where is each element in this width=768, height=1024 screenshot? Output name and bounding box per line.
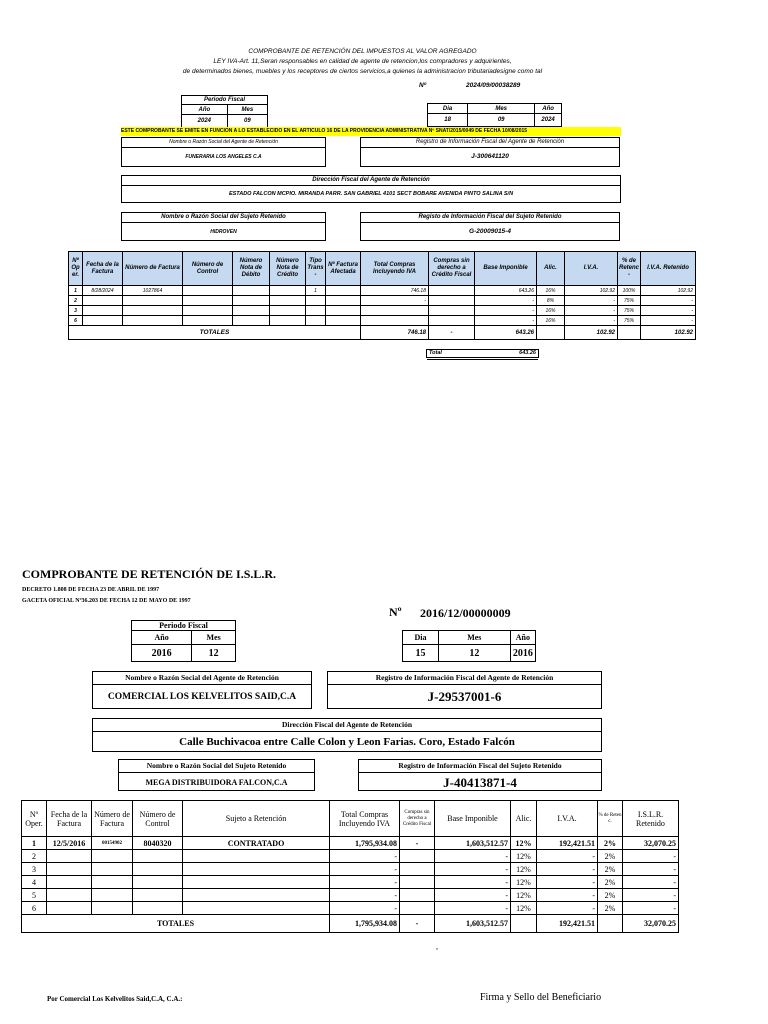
islr-table xyxy=(21,800,679,933)
table-cell: 2% xyxy=(598,902,623,915)
islr-rif-agente-label: Registro de Información Fiscal del Agente de Retención xyxy=(328,672,601,685)
islr-header-cell: Sujeto a Retención xyxy=(183,801,330,837)
table-cell xyxy=(133,902,183,915)
islr-mark: , xyxy=(436,942,438,951)
table-row xyxy=(22,902,679,915)
table-cell: - xyxy=(565,316,618,326)
iva-rif-agente-box xyxy=(360,137,620,167)
table-cell: - xyxy=(330,863,400,876)
islr-header-cell: Base Imponible xyxy=(435,801,511,837)
table-cell xyxy=(400,902,435,915)
iva-tot-retenido: 102.92 xyxy=(641,326,696,340)
table-cell: 12% xyxy=(511,889,537,902)
table-cell: 1,603,512.57 xyxy=(435,837,511,850)
table-cell: - xyxy=(565,296,618,306)
islr-header-cell: Nº Oper. xyxy=(22,801,47,837)
table-cell xyxy=(233,286,270,296)
table-cell xyxy=(306,316,326,326)
table-cell: 12/5/2016 xyxy=(47,837,92,850)
table-cell xyxy=(306,306,326,316)
islr-totales-label: TOTALES xyxy=(22,915,330,933)
table-row xyxy=(22,850,679,863)
iva-header-cell: Número Nota de Crédito xyxy=(270,252,306,286)
table-cell: 4 xyxy=(22,876,47,889)
islr-tot-retenido: 32,070.25 xyxy=(623,915,679,933)
table-cell: 2% xyxy=(598,876,623,889)
iva-header-cell: Base Imponible xyxy=(475,252,537,286)
table-cell: 102.92 xyxy=(641,286,696,296)
table-cell: 6 xyxy=(22,902,47,915)
table-cell: - xyxy=(330,876,400,889)
islr-agente-box xyxy=(92,671,312,709)
iva-direccion-box xyxy=(121,175,621,203)
table-cell: - xyxy=(641,296,696,306)
table-cell xyxy=(361,316,429,326)
table-row xyxy=(22,889,679,902)
table-cell: - xyxy=(623,876,679,889)
table-cell: 75% xyxy=(618,316,641,326)
iva-dia-label: Dia xyxy=(428,104,468,114)
table-cell: 2% xyxy=(598,850,623,863)
islr-sujeto-label: Nombre o Razón Social del Sujeto Retenido xyxy=(119,760,314,773)
iva-agente: FUNERARIA LOS ANGELES C.A xyxy=(185,154,262,160)
table-cell xyxy=(361,306,429,316)
islr-table-header xyxy=(22,801,679,837)
islr-header-cell: Total Compras Incluyendo IVA xyxy=(330,801,400,837)
table-cell: - xyxy=(565,306,618,316)
table-cell: 1027864 xyxy=(123,286,183,296)
table-cell xyxy=(183,876,330,889)
table-cell: 8/28/2024 xyxy=(83,286,123,296)
islr-direccion-box xyxy=(92,718,602,752)
iva-header-cell: Número de Control xyxy=(183,252,233,286)
table-cell: - xyxy=(435,902,511,915)
table-cell: - xyxy=(400,837,435,850)
table-cell xyxy=(183,850,330,863)
table-cell xyxy=(429,316,475,326)
iva-sujeto: HIDROVEN xyxy=(210,229,237,235)
table-cell xyxy=(133,876,183,889)
islr-dia: 15 xyxy=(403,645,439,662)
iva-fecha-table xyxy=(427,103,562,127)
table-cell: - xyxy=(537,902,598,915)
islr-header-cell: I.V.A. xyxy=(537,801,598,837)
table-cell: 3 xyxy=(22,863,47,876)
islr-tot-empty xyxy=(598,915,623,933)
table-row xyxy=(69,306,696,316)
table-cell: 75% xyxy=(618,306,641,316)
table-cell: 2 xyxy=(69,296,83,306)
table-cell: - xyxy=(435,889,511,902)
table-cell: - xyxy=(330,902,400,915)
table-cell: - xyxy=(475,316,537,326)
islr-rif-agente: J-29537001-6 xyxy=(427,689,502,704)
table-cell xyxy=(233,306,270,316)
iva-header-cell: Nº Op er. xyxy=(69,252,83,286)
islr-decreto: DECRETO 1.808 DE FECHA 23 DE ABRIL DE 1997 xyxy=(22,587,160,593)
table-cell: 12% xyxy=(511,863,537,876)
iva-number-label: Nº xyxy=(419,82,427,89)
table-cell xyxy=(83,316,123,326)
iva-rif-sujeto-label: Registo de Información Fiscal del Sujeto Retenido xyxy=(361,213,619,223)
table-cell: - xyxy=(435,850,511,863)
table-cell: 16% xyxy=(537,316,565,326)
islr-totales-row xyxy=(22,915,679,933)
iva-total-box xyxy=(426,349,539,358)
table-cell: - xyxy=(475,296,537,306)
iva-mes: 09 xyxy=(227,115,267,128)
islr-header-cell: Compras sin derecho a Crédito Fiscal xyxy=(400,801,435,837)
table-cell: - xyxy=(361,296,429,306)
table-cell xyxy=(92,876,133,889)
iva-header-cell: Nº Factura Afectada xyxy=(326,252,361,286)
table-cell: 2% xyxy=(598,837,623,850)
table-cell: 32,070.25 xyxy=(623,837,679,850)
iva-anio: 2024 xyxy=(182,115,228,128)
table-cell: 16% xyxy=(537,306,565,316)
islr-mes-label: Mes xyxy=(192,631,236,645)
table-cell: 12% xyxy=(511,850,537,863)
iva-tot-empty xyxy=(537,326,565,340)
islr-direccion-label: Dirección Fiscal del Agente de Retención xyxy=(93,719,601,732)
iva-title: COMPROBANTE DE RETENCIÓN DEL IMPUESTOS AL VALOR AGREGADO xyxy=(248,48,477,55)
table-cell xyxy=(133,863,183,876)
table-cell: 8% xyxy=(537,296,565,306)
islr-rif-sujeto: J-40413871-4 xyxy=(443,775,517,790)
table-cell: - xyxy=(623,889,679,902)
islr-tot-empty xyxy=(511,915,537,933)
table-cell: - xyxy=(537,863,598,876)
table-cell: 12% xyxy=(511,876,537,889)
table-row xyxy=(22,863,679,876)
table-cell: - xyxy=(537,876,598,889)
table-cell xyxy=(270,296,306,306)
table-cell xyxy=(326,296,361,306)
iva-header-cell: Alic. xyxy=(537,252,565,286)
table-cell: - xyxy=(623,850,679,863)
table-cell: - xyxy=(330,850,400,863)
iva-direccion: ESTADO FALCON MCPIO. MIRANDA PARR. SAN GABRIEL 4101 SECT BOBARE AVENIDA PINTO SALINA S/N xyxy=(228,191,514,197)
table-cell: CONTRATADO xyxy=(183,837,330,850)
iva-tot-base: 643.26 xyxy=(475,326,537,340)
table-cell: - xyxy=(641,306,696,316)
iva-rif-agente: J-300641120 xyxy=(471,153,509,160)
table-cell xyxy=(133,850,183,863)
islr-header-cell: Número de Factura xyxy=(92,801,133,837)
table-cell xyxy=(326,316,361,326)
table-cell: 8040320 xyxy=(133,837,183,850)
table-cell xyxy=(47,863,92,876)
table-cell: - xyxy=(435,876,511,889)
table-cell: 102.92 xyxy=(565,286,618,296)
table-cell xyxy=(47,876,92,889)
table-cell xyxy=(400,850,435,863)
iva-header-cell: I.V.A. xyxy=(565,252,618,286)
table-cell: 1 xyxy=(69,286,83,296)
table-cell xyxy=(92,902,133,915)
table-cell xyxy=(183,316,233,326)
islr-anio: 2016 xyxy=(132,645,192,662)
iva-periodo-label: Periodo Fiscal xyxy=(182,96,268,105)
islr-header-cell: I.S.L.R. Retenido xyxy=(623,801,679,837)
iva-fecha-anio: 2024 xyxy=(535,114,562,127)
iva-table xyxy=(68,251,696,340)
table-cell xyxy=(400,863,435,876)
table-cell xyxy=(123,296,183,306)
islr-anio-label: Año xyxy=(132,631,192,645)
iva-header-cell: Número Nota de Débito xyxy=(233,252,270,286)
table-cell xyxy=(326,286,361,296)
table-cell: - xyxy=(330,889,400,902)
islr-gaceta: GACETA OFICIAL Nº36.203 DE FECHA 12 DE MAYO DE 1997 xyxy=(22,598,191,604)
table-row xyxy=(69,296,696,306)
table-cell xyxy=(183,889,330,902)
table-cell xyxy=(83,296,123,306)
table-cell: 100% xyxy=(618,286,641,296)
table-cell: - xyxy=(623,863,679,876)
islr-number: 2016/12/00000009 xyxy=(420,606,511,620)
table-cell: 6 xyxy=(69,316,83,326)
iva-header-cell: % de Retenc - xyxy=(618,252,641,286)
table-cell: - xyxy=(623,902,679,915)
table-cell: 12% xyxy=(511,837,537,850)
table-cell xyxy=(183,286,233,296)
table-cell: - xyxy=(537,850,598,863)
table-cell xyxy=(400,889,435,902)
table-cell xyxy=(183,306,233,316)
table-cell xyxy=(47,902,92,915)
islr-number-label: Nº xyxy=(389,605,402,619)
table-cell xyxy=(92,889,133,902)
islr-header-cell: % de Reten c. xyxy=(598,801,623,837)
islr-sujeto: MEGA DISTRIBUIDORA FALCON,C.A xyxy=(145,778,288,787)
islr-periodo-label: Periodo Fiscal xyxy=(132,621,236,631)
iva-number: 2024/09/00038289 xyxy=(466,82,521,89)
table-cell xyxy=(92,850,133,863)
islr-periodo-table xyxy=(131,620,236,662)
table-cell: 1,795,934.08 xyxy=(330,837,400,850)
table-cell xyxy=(400,876,435,889)
iva-header-cell: Compras sin derecho a Crédito Fiscal xyxy=(429,252,475,286)
islr-direccion: Calle Buchivacoa entre Calle Colon y Leon Farias. Coro, Estado Falcón xyxy=(179,736,515,748)
table-cell: 3 xyxy=(69,306,83,316)
islr-tot-base: 1,603,512.57 xyxy=(435,915,511,933)
table-cell: - xyxy=(475,306,537,316)
table-cell: 746.18 xyxy=(361,286,429,296)
table-cell xyxy=(133,889,183,902)
table-cell: 1 xyxy=(306,286,326,296)
islr-tot-compras: 1,795,934.08 xyxy=(330,915,400,933)
iva-rif-sujeto-box xyxy=(360,212,620,241)
iva-tot-compras: 746.18 xyxy=(361,326,429,340)
islr-header-cell: Fecha de la Factura xyxy=(47,801,92,837)
table-cell: 643.26 xyxy=(475,286,537,296)
islr-title: COMPROBANTE DE RETENCIÓN DE I.S.L.R. xyxy=(22,567,277,581)
iva-fecha-mes-label: Mes xyxy=(468,104,535,114)
table-cell: 00154902 xyxy=(92,837,133,850)
table-cell: 5 xyxy=(22,889,47,902)
iva-agente-box xyxy=(121,137,326,167)
islr-rif-sujeto-box xyxy=(358,759,602,791)
islr-header-cell: Alic. xyxy=(511,801,537,837)
iva-table-header xyxy=(69,252,696,286)
table-cell xyxy=(233,296,270,306)
table-cell: 192,421.51 xyxy=(537,837,598,850)
islr-tot-sin-derecho: - xyxy=(400,915,435,933)
islr-fecha-mes: 12 xyxy=(438,645,510,662)
islr-agente-label: Nombre o Razón Social del Agente de Retención xyxy=(93,672,311,685)
table-row xyxy=(69,316,696,326)
iva-fecha-mes: 09 xyxy=(468,114,535,127)
islr-rif-agente-box xyxy=(327,671,602,709)
table-cell xyxy=(123,316,183,326)
table-cell: 2 xyxy=(22,850,47,863)
iva-header-cell: Tipo Trans - xyxy=(306,252,326,286)
table-cell xyxy=(429,306,475,316)
iva-tot-empty xyxy=(618,326,641,340)
table-cell xyxy=(270,306,306,316)
table-cell: 16% xyxy=(537,286,565,296)
table-cell xyxy=(429,296,475,306)
iva-mes-label: Mes xyxy=(227,105,267,115)
islr-dia-label: Dia xyxy=(403,631,439,645)
iva-sujeto-label: Nombre o Razón Social del Sujeto Retenido xyxy=(122,213,325,223)
table-cell xyxy=(233,316,270,326)
islr-agente: COMERCIAL LOS KELVELITOS SAID,C.A xyxy=(107,692,297,702)
table-cell xyxy=(47,850,92,863)
iva-law-line1: LEY IVA-Art. 11,Seran responsables en calidad de agente de retencion,los compradores y adquirientes, xyxy=(213,58,512,65)
iva-rif-agente-label: Registro de Información Fiscal del Agente de Retención xyxy=(361,138,619,148)
islr-tot-iva: 192,421.51 xyxy=(537,915,598,933)
iva-totales-row xyxy=(69,326,696,340)
table-cell: - xyxy=(435,863,511,876)
islr-firma-beneficiario: Firma y Sello del Beneficiario xyxy=(480,992,602,1003)
islr-sujeto-box xyxy=(118,759,315,791)
table-cell: 12% xyxy=(511,902,537,915)
iva-tot-iva: 102.92 xyxy=(565,326,618,340)
islr-fecha-anio: 2016 xyxy=(510,645,535,662)
table-cell xyxy=(270,316,306,326)
islr-rif-sujeto-label: Registro de Información Fiscal del Sujeto Retenido xyxy=(359,760,601,773)
iva-agente-label: Nombre o Razón Social del Agente de Retención xyxy=(122,138,325,148)
iva-header-cell: Fecha de la Factura xyxy=(83,252,123,286)
table-cell: 2% xyxy=(598,863,623,876)
table-cell xyxy=(123,306,183,316)
islr-mes: 12 xyxy=(192,645,236,662)
iva-tot-sin-derecho: - xyxy=(429,326,475,340)
table-cell xyxy=(326,306,361,316)
iva-fecha-anio-label: Año xyxy=(535,104,562,114)
table-cell: 75% xyxy=(618,296,641,306)
table-cell xyxy=(306,296,326,306)
table-cell: - xyxy=(537,889,598,902)
table-row xyxy=(22,876,679,889)
iva-header-cell: Total Compras Incluyendo IVA xyxy=(361,252,429,286)
iva-header-cell: Número de Factura xyxy=(123,252,183,286)
table-cell xyxy=(83,306,123,316)
table-cell xyxy=(183,902,330,915)
iva-totales-label: TOTALES xyxy=(69,326,361,340)
table-cell: 1 xyxy=(22,837,47,850)
table-cell xyxy=(429,286,475,296)
table-cell xyxy=(47,889,92,902)
iva-header-cell: I.V.A. Retenido xyxy=(641,252,696,286)
islr-header-cell: Número de Control xyxy=(133,801,183,837)
iva-notice: ESTE COMPROBANTE SE EMITE EN FUNCION A LO ESTABLECIDO EN EL ARTICULO 16 DE LA PROVIDENCIA ADMINISTRATIVA Nº SNAT/2015/0049 DE FECHA 10/08/2015 xyxy=(121,127,621,136)
iva-direccion-label: Dirección Fiscal del Agente de Retención xyxy=(122,176,620,186)
islr-firma-agente: Por Comercial Los Kelvelitos Said,C.A, C.A.: xyxy=(47,995,183,1003)
iva-anio-label: Año xyxy=(182,105,228,115)
iva-rif-sujeto: G-20009015-4 xyxy=(469,228,511,235)
iva-dia: 18 xyxy=(428,114,468,127)
iva-sujeto-box xyxy=(121,212,326,241)
table-cell xyxy=(270,286,306,296)
islr-fecha-anio-label: Año xyxy=(510,631,535,645)
iva-periodo-table xyxy=(181,95,268,128)
iva-law-line2: de determinados bienes, muebles y los receptores de ciertos servicios,a quienes la administracion tributariadesigne como tal xyxy=(182,68,543,75)
table-row xyxy=(22,837,679,850)
iva-total-label: Total xyxy=(429,350,442,356)
table-cell: 2% xyxy=(598,889,623,902)
iva-total-value: 643.26 xyxy=(519,350,536,356)
table-cell xyxy=(92,863,133,876)
islr-fecha-mes-label: Mes xyxy=(438,631,510,645)
table-cell: - xyxy=(641,316,696,326)
table-row xyxy=(69,286,696,296)
table-cell xyxy=(183,296,233,306)
table-cell xyxy=(183,863,330,876)
islr-fecha-table xyxy=(402,630,536,662)
